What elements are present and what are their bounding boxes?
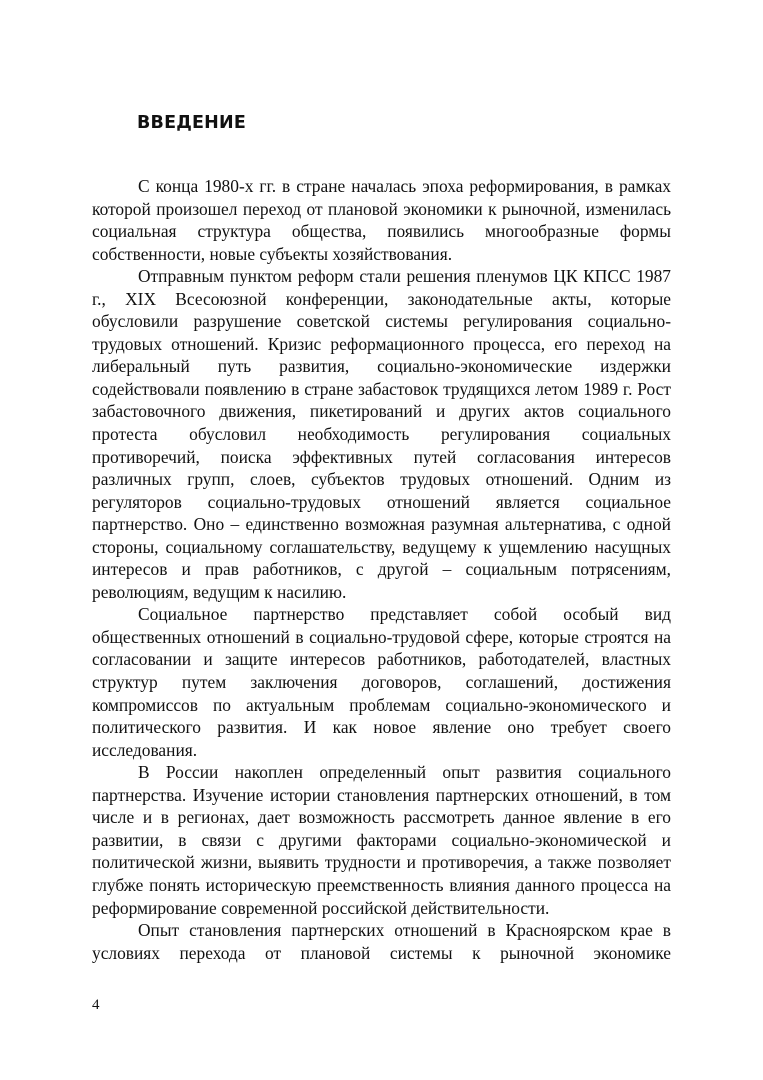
paragraph: Опыт становления партнерских отношений в Красноярском крае в условиях перехода от плановой системы к рыночной экономике	[92, 920, 671, 963]
paragraph: Отправным пунктом реформ стали решения пленумов ЦК КПСС 1987 г., XIX Всесоюзной конференции, законодательные акты, которые обусловили разрушение советской системы регулирования социально-трудовых отношений. Кризис реформационного процесса, его переход на либеральный путь развития, социально-экономические издержки содействовали появлению в стране забастовок трудящихся летом 1989 г. Рост забастовочного движения, пикетирований и других актов социального протеста обусловил необходимость регулирования социальных противоречий, поиска эффективных путей согласования интересов различных групп, слоев, субъектов трудовых отношений. Одним из регуляторов социально-трудовых отношений является социальное партнерство. Оно – единственно возможная разумная альтернатива, с одной стороны, социальному соглашательству, ведущему к ущемлению насущных интересов и прав работников, с другой – социальным потрясениям, революциям, ведущим к насилию.	[92, 266, 671, 602]
section-heading: ВВЕДЕНИЕ	[137, 113, 247, 133]
body-text	[92, 175, 671, 964]
paragraph: Социальное партнерство представляет собой особый вид общественных отношений в социально-трудовой сфере, которые строятся на согласовании и защите интересов работников, работодателей, властных структур путем заключения договоров, соглашений, достижения компромиссов по актуальным проблемам социально-экономического и политического развития. И как новое явление оно требует своего исследования.	[92, 604, 671, 760]
paragraph: В России накоплен определенный опыт развития социального партнерства. Изучение истории становления партнерских отношений, в том числе и в регионах, дает возможность рассмотреть данное явление в его развитии, в связи с другими факторами социально-экономической и политической жизни, выявить трудности и противоречия, а также позволяет глубже понять историческую преемственность влияния данного процесса на реформирование современной российской действительности.	[92, 762, 671, 918]
page-number: 4	[92, 997, 100, 1013]
paragraph: С конца 1980-х гг. в стране началась эпоха реформирования, в рамках которой произошел переход от плановой экономики к рыночной, изменилась социальная структура общества, появились многообразные формы собственности, новые субъекты хозяйствования.	[92, 176, 671, 264]
